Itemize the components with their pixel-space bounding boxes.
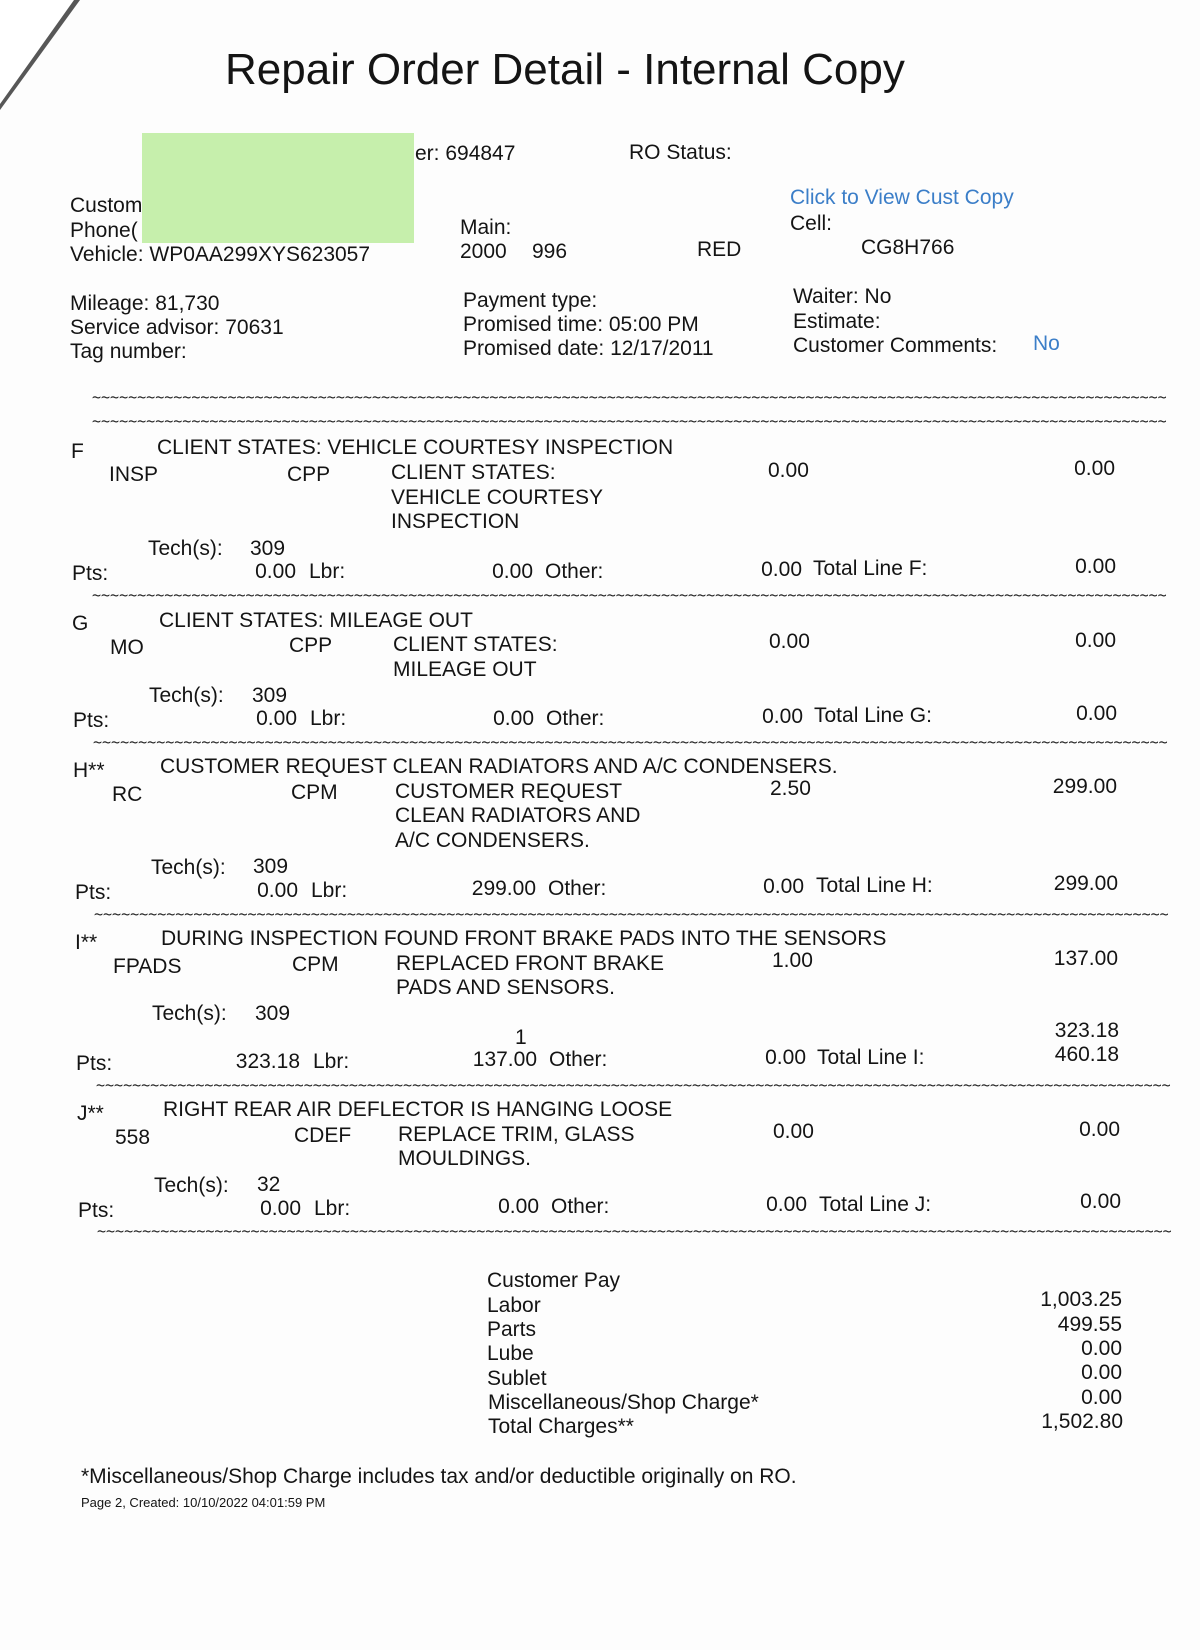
labor-hours: 0.00 bbox=[768, 459, 809, 482]
ro-number: er: 694847 bbox=[415, 142, 516, 165]
pay-type: CPM bbox=[291, 781, 338, 804]
view-cust-copy-link[interactable]: Click to View Cust Copy bbox=[790, 186, 1014, 209]
summary-label: Labor bbox=[487, 1294, 541, 1317]
line-headline: CUSTOMER REQUEST CLEAN RADIATORS AND A/C CONDENSERS. bbox=[160, 755, 838, 778]
other-amount: 0.00 bbox=[761, 558, 802, 581]
labor-amount: 0.00 bbox=[492, 560, 533, 583]
line-description: CUSTOMER REQUEST bbox=[395, 780, 623, 803]
separator: ~~~~~~~~~~~~~~~~~~~~~~~~~~~~~~~~~~~~~~~~~~~~~~~~~~~~~~~~~~~~~~~~~~~~~~~~~~~~~~~~~~~~~~~~~~~~~~~~~~~~~~~~~~~~~~~~~~~~~~~ bbox=[92, 586, 1167, 604]
other-amount: 0.00 bbox=[763, 875, 804, 898]
pts-label: Pts: bbox=[75, 881, 112, 904]
parts-amount: 0.00 bbox=[256, 707, 297, 730]
footnote: *Miscellaneous/Shop Charge includes tax and/or deductible originally on RO. bbox=[81, 1465, 797, 1488]
mileage: Mileage: 81,730 bbox=[70, 292, 220, 315]
tag-number: Tag number: bbox=[70, 340, 187, 363]
labor-amount: 0.00 bbox=[493, 707, 534, 730]
license-plate: CG8H766 bbox=[861, 236, 955, 259]
separator: ~~~~~~~~~~~~~~~~~~~~~~~~~~~~~~~~~~~~~~~~~~~~~~~~~~~~~~~~~~~~~~~~~~~~~~~~~~~~~~~~~~~~~~~~~~~~~~~~~~~~~~~~~~~~~~~~~~~~~~~ bbox=[96, 1076, 1171, 1094]
total-line-label: Total Line H: bbox=[816, 874, 933, 897]
page-footer: Page 2, Created: 10/10/2022 04:01:59 PM bbox=[81, 1495, 326, 1510]
total-line-amount: 460.18 bbox=[1054, 1043, 1119, 1066]
vehicle-vin: Vehicle: WP0AA299XYS623057 bbox=[70, 243, 371, 266]
summary-label: Total Charges** bbox=[488, 1415, 634, 1438]
line-letter: F bbox=[71, 440, 84, 463]
op-code: 558 bbox=[115, 1126, 151, 1149]
line-headline: DURING INSPECTION FOUND FRONT BRAKE PADS INTO THE SENSORS bbox=[161, 927, 887, 950]
line-amount: 0.00 bbox=[1075, 629, 1116, 652]
techs-label: Tech(s): bbox=[154, 1174, 229, 1197]
summary-value: 499.55 bbox=[1057, 1313, 1122, 1336]
summary-label: Miscellaneous/Shop Charge* bbox=[488, 1391, 759, 1414]
ro-status-label: RO Status: bbox=[629, 141, 732, 164]
line-headline: CLIENT STATES: VEHICLE COURTESY INSPECTION bbox=[157, 436, 674, 459]
line-headline: RIGHT REAR AIR DEFLECTOR IS HANGING LOOSE bbox=[163, 1098, 673, 1121]
phone-label: Phone( bbox=[70, 219, 138, 242]
total-line-amount: 0.00 bbox=[1076, 702, 1117, 725]
other-amount: 0.00 bbox=[766, 1193, 807, 1216]
line-amount: 299.00 bbox=[1052, 775, 1117, 798]
techs-label: Tech(s): bbox=[148, 537, 223, 560]
vehicle-color: RED bbox=[697, 238, 742, 261]
tech-id: 309 bbox=[255, 1002, 291, 1025]
other-label: Other: bbox=[548, 877, 607, 900]
other-label: Other: bbox=[545, 560, 604, 583]
other-label: Other: bbox=[551, 1195, 610, 1218]
estimate: Estimate: bbox=[793, 310, 881, 333]
op-code: RC bbox=[112, 783, 143, 806]
labor-hours: 0.00 bbox=[769, 630, 810, 653]
separator: ~~~~~~~~~~~~~~~~~~~~~~~~~~~~~~~~~~~~~~~~~~~~~~~~~~~~~~~~~~~~~~~~~~~~~~~~~~~~~~~~~~~~~~~~~~~~~~~~~~~~~~~~~~~~~~~~~~~~~~~ bbox=[92, 388, 1167, 406]
line-description: MILEAGE OUT bbox=[393, 658, 537, 681]
other-amount: 0.00 bbox=[762, 705, 803, 728]
pay-type: CPM bbox=[292, 953, 339, 976]
lbr-label: Lbr: bbox=[309, 560, 346, 583]
total-line-amount: 0.00 bbox=[1075, 555, 1116, 578]
tech-id: 309 bbox=[252, 684, 288, 707]
lbr-label: Lbr: bbox=[310, 707, 347, 730]
labor-hours: 1.00 bbox=[772, 949, 813, 972]
total-line-label: Total Line J: bbox=[819, 1193, 932, 1216]
tech-id: 309 bbox=[250, 537, 286, 560]
line-letter: H** bbox=[73, 759, 105, 782]
line-letter: G bbox=[72, 612, 89, 635]
line-description: INSPECTION bbox=[391, 510, 520, 533]
parts-amount: 323.18 bbox=[235, 1050, 300, 1073]
main-phone-label: Main: bbox=[460, 216, 512, 239]
line-amount: 0.00 bbox=[1079, 1118, 1120, 1141]
summary-label: Parts bbox=[487, 1318, 537, 1341]
line-description: CLEAN RADIATORS AND bbox=[395, 804, 641, 827]
line-letter: I** bbox=[75, 931, 98, 954]
summary-value: 0.00 bbox=[1081, 1337, 1122, 1360]
customer-comments-label: Customer Comments: bbox=[793, 334, 998, 357]
total-line-label: Total Line I: bbox=[817, 1046, 925, 1069]
line-description: CLIENT STATES: bbox=[393, 633, 558, 656]
labor-amount: 0.00 bbox=[498, 1195, 539, 1218]
promised-date: Promised date: 12/17/2011 bbox=[463, 337, 714, 360]
pay-type: CPP bbox=[287, 463, 331, 486]
line-amount: 0.00 bbox=[1074, 457, 1115, 480]
techs-label: Tech(s): bbox=[151, 856, 226, 879]
labor-amount: 299.00 bbox=[471, 877, 536, 900]
waiter: Waiter: No bbox=[793, 285, 892, 308]
tech-id: 309 bbox=[253, 855, 289, 878]
parts-amount: 0.00 bbox=[255, 560, 296, 583]
total-line-amount: 0.00 bbox=[1080, 1190, 1121, 1213]
cell-label: Cell: bbox=[790, 212, 833, 235]
summary-label: Sublet bbox=[487, 1367, 547, 1390]
separator: ~~~~~~~~~~~~~~~~~~~~~~~~~~~~~~~~~~~~~~~~~~~~~~~~~~~~~~~~~~~~~~~~~~~~~~~~~~~~~~~~~~~~~~~~~~~~~~~~~~~~~~~~~~~~~~~~~~~~~~~ bbox=[92, 412, 1167, 430]
payment-type: Payment type: bbox=[463, 289, 598, 312]
total-line-label: Total Line G: bbox=[814, 704, 932, 727]
pts-label: Pts: bbox=[78, 1199, 115, 1222]
parts-amount: 0.00 bbox=[257, 879, 298, 902]
parts-amount: 0.00 bbox=[260, 1197, 301, 1220]
summary-label: Lube bbox=[487, 1342, 534, 1365]
op-code: INSP bbox=[109, 463, 159, 486]
customer-comments-link[interactable]: No bbox=[1033, 332, 1060, 355]
summary-value: 1,003.25 bbox=[1040, 1288, 1122, 1311]
line-letter: J** bbox=[77, 1102, 104, 1125]
redaction-highlight bbox=[142, 133, 414, 243]
line-description: CLIENT STATES: bbox=[391, 461, 556, 484]
service-advisor: Service advisor: 70631 bbox=[70, 316, 284, 339]
summary-value: 0.00 bbox=[1081, 1386, 1122, 1409]
techs-label: Tech(s): bbox=[152, 1002, 227, 1025]
separator: ~~~~~~~~~~~~~~~~~~~~~~~~~~~~~~~~~~~~~~~~~~~~~~~~~~~~~~~~~~~~~~~~~~~~~~~~~~~~~~~~~~~~~~~~~~~~~~~~~~~~~~~~~~~~~~~~~~~~~~~ bbox=[94, 905, 1169, 923]
pay-type: CDEF bbox=[294, 1124, 352, 1147]
techs-label: Tech(s): bbox=[149, 684, 224, 707]
separator: ~~~~~~~~~~~~~~~~~~~~~~~~~~~~~~~~~~~~~~~~~~~~~~~~~~~~~~~~~~~~~~~~~~~~~~~~~~~~~~~~~~~~~~~~~~~~~~~~~~~~~~~~~~~~~~~~~~~~~~~ bbox=[97, 1222, 1172, 1240]
line-description: REPLACED FRONT BRAKE bbox=[396, 952, 665, 975]
op-code: FPADS bbox=[113, 955, 182, 978]
other-label: Other: bbox=[549, 1048, 608, 1071]
summary-value: 0.00 bbox=[1081, 1361, 1122, 1384]
promised-time: Promised time: 05:00 PM bbox=[463, 313, 699, 336]
line-description: REPLACE TRIM, GLASS bbox=[398, 1123, 635, 1146]
op-code: MO bbox=[110, 636, 144, 659]
total-line-amount: 299.00 bbox=[1053, 872, 1118, 895]
part-amount: 323.18 bbox=[1054, 1019, 1119, 1042]
pts-label: Pts: bbox=[73, 709, 110, 732]
labor-hours: 0.00 bbox=[773, 1120, 814, 1143]
lbr-label: Lbr: bbox=[314, 1197, 351, 1220]
customer-label: Custom bbox=[70, 194, 143, 217]
labor-amount: 137.00 bbox=[472, 1048, 537, 1071]
line-headline: CLIENT STATES: MILEAGE OUT bbox=[159, 609, 473, 632]
vehicle-model: 996 bbox=[532, 240, 568, 263]
lbr-label: Lbr: bbox=[313, 1050, 350, 1073]
lbr-label: Lbr: bbox=[311, 879, 348, 902]
pts-label: Pts: bbox=[72, 562, 109, 585]
tech-id: 32 bbox=[257, 1173, 281, 1196]
page-title: Repair Order Detail - Internal Copy bbox=[225, 45, 905, 94]
other-label: Other: bbox=[546, 707, 605, 730]
separator: ~~~~~~~~~~~~~~~~~~~~~~~~~~~~~~~~~~~~~~~~~~~~~~~~~~~~~~~~~~~~~~~~~~~~~~~~~~~~~~~~~~~~~~~~~~~~~~~~~~~~~~~~~~~~~~~~~~~~~~~ bbox=[93, 733, 1168, 751]
line-description: VEHICLE COURTESY bbox=[391, 486, 603, 509]
total-line-label: Total Line F: bbox=[813, 557, 928, 580]
summary-value: 1,502.80 bbox=[1041, 1410, 1123, 1433]
vehicle-year: 2000 bbox=[460, 240, 507, 263]
line-description: PADS AND SENSORS. bbox=[396, 976, 616, 999]
labor-hours: 2.50 bbox=[770, 777, 811, 800]
line-amount: 137.00 bbox=[1053, 947, 1118, 970]
summary-heading: Customer Pay bbox=[487, 1269, 621, 1292]
line-description: MOULDINGS. bbox=[398, 1147, 532, 1170]
other-amount: 0.00 bbox=[765, 1046, 806, 1069]
pay-type: CPP bbox=[289, 634, 333, 657]
part-quantity: 1 bbox=[515, 1026, 527, 1049]
line-description: A/C CONDENSERS. bbox=[395, 829, 590, 852]
pts-label: Pts: bbox=[76, 1052, 113, 1075]
